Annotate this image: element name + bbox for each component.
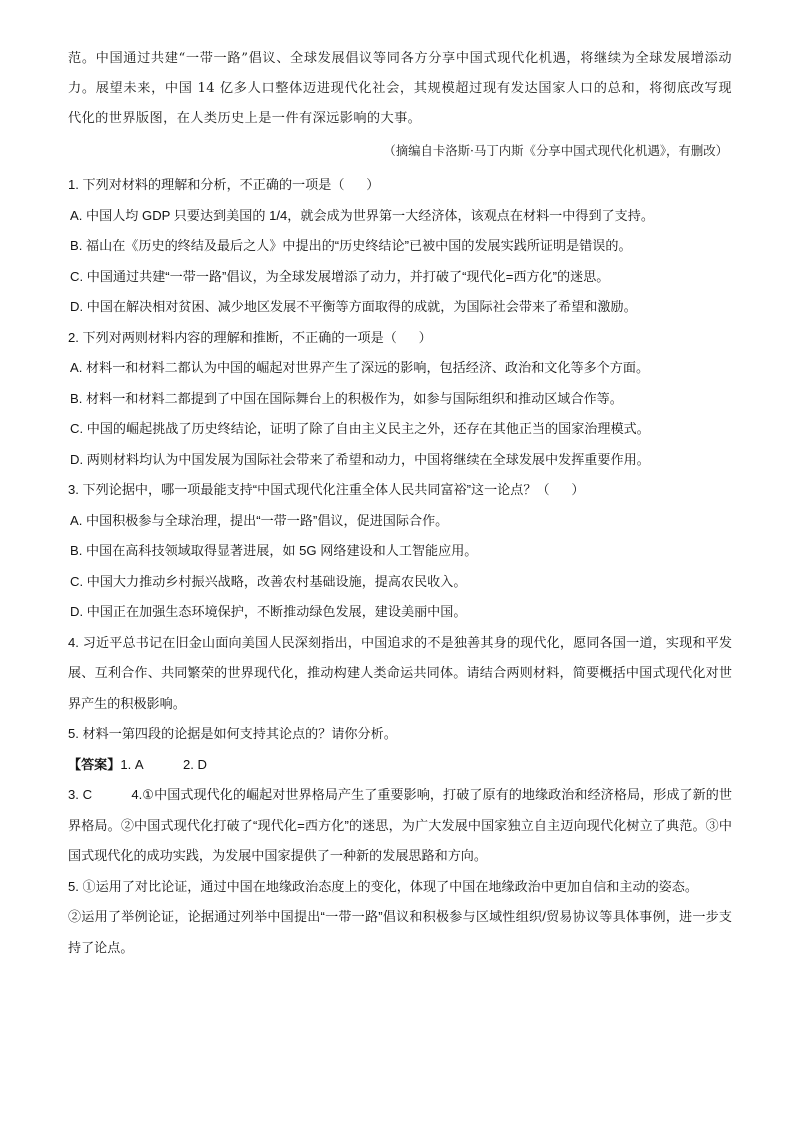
question-2-option-d: D. 两则材料均认为中国发展为国际社会带来了希望和动力，中国将继续在全球发展中发挥重要作用。	[70, 451, 650, 467]
question-4-stem: 4. 习近平总书记在旧金山面向美国人民深刻指出，中国追求的不是独善其身的现代化，愿同各国一道，实现和平发展、互利合作、共同繁荣的世界现代化，推动构建人类命运共同体。请结合两则材料，简要概括中国式现代化对世界产生的积极影响。	[68, 634, 732, 711]
question-2-stem: 2. 下列对两则材料内容的理解和推断，不正确的一项是（ ）	[68, 329, 432, 345]
answer-line-4: ②运用了举例论证，论据通过列举中国提出“一带一路”倡议和积极参与区域性组织/贸易协议等具体事例，进一步支持了论点。	[68, 909, 732, 955]
questions-block	[68, 170, 732, 963]
question-1-option-b: B. 福山在《历史的终结及最后之人》中提出的“历史终结论”已被中国的发展实践所证明是错误的。	[70, 238, 632, 253]
source-citation: （摘编自卡洛斯·马丁内斯《分享中国式现代化机遇》，有删改）	[383, 143, 728, 158]
answer-line-1: 1. A 2. D	[120, 756, 207, 772]
question-3-stem: 3. 下列论据中，哪一项最能支持“中国式现代化注重全体人民共同富裕”这一论点？（ ）	[68, 482, 585, 497]
question-5-stem: 5. 材料一第四段的论据是如何支持其论点的？请你分析。	[68, 726, 397, 741]
question-2-option-b: B. 材料一和材料二都提到了中国在国际舞台上的积极作为，如参与国际组织和推动区域合作等。	[70, 390, 623, 406]
answer-block	[68, 750, 732, 781]
question-1-option-d: D. 中国在解决相对贫困、减少地区发展不平衡等方面取得的成就，为国际社会带来了希望和激励。	[70, 299, 637, 314]
intro-paragraph	[68, 44, 732, 134]
answer-line-3: 5. ①运用了对比论证，通过中国在地缘政治态度上的变化，体现了中国在地缘政治中更加自信和主动的姿态。	[68, 878, 698, 894]
question-3-option-b: B. 中国在高科技领域取得显著进展，如 5G 网络建设和人工智能应用。	[70, 543, 478, 558]
question-3-option-a: A. 中国积极参与全球治理，提出“一带一路”倡议，促进国际合作。	[70, 512, 449, 528]
question-2-option-c: C. 中国的崛起挑战了历史终结论，证明了除了自由主义民主之外，还存在其他正当的国家治理模式。	[70, 421, 650, 436]
question-1-stem: 1. 下列对材料的理解和分析，不正确的一项是（ ）	[68, 177, 380, 192]
question-3-option-d: D. 中国正在加强生态环境保护，不断推动绿色发展，建设美丽中国。	[70, 604, 467, 619]
intro-paragraph-text: 范。中国通过共建“一带一路”倡议、全球发展倡议等同各方分享中国式现代化机遇，将继续为全球发展增添动力。展望未来，中国 14 亿多人口整体迈进现代化社会，其规模超过现有发达国家人口的总和，将彻底改写现代化的世界版图，在人类历史上是一件有深远影响的大事。	[68, 51, 732, 126]
question-1-option-c: C. 中国通过共建“一带一路”倡议，为全球发展增添了动力，并打破了“现代化=西方化”的迷思。	[70, 268, 610, 284]
question-2-option-a: A. 材料一和材料二都认为中国的崛起对世界产生了深远的影响，包括经济、政治和文化等多个方面。	[70, 360, 650, 375]
answer-line-2: 3. C 4.①中国式现代化的崛起对世界格局产生了重要影响，打破了原有的地缘政治和经济格局，形成了新的世界格局。②中国式现代化打破了“现代化=西方化”的迷思，为广大发展中国家独立自主迈向现代化树立了典范。③中国式现代化的成功实践，为发展中国家提供了一种新的发展思路和方向。	[68, 787, 732, 863]
answer-label: 【答案】	[68, 756, 121, 772]
question-1-option-a: A. 中国人均 GDP 只要达到美国的 1/4，就会成为世界第一大经济体，该观点在材料一中得到了支持。	[70, 207, 654, 223]
question-3-option-c: C. 中国大力推动乡村振兴战略，改善农村基础设施，提高农民收入。	[70, 573, 467, 589]
